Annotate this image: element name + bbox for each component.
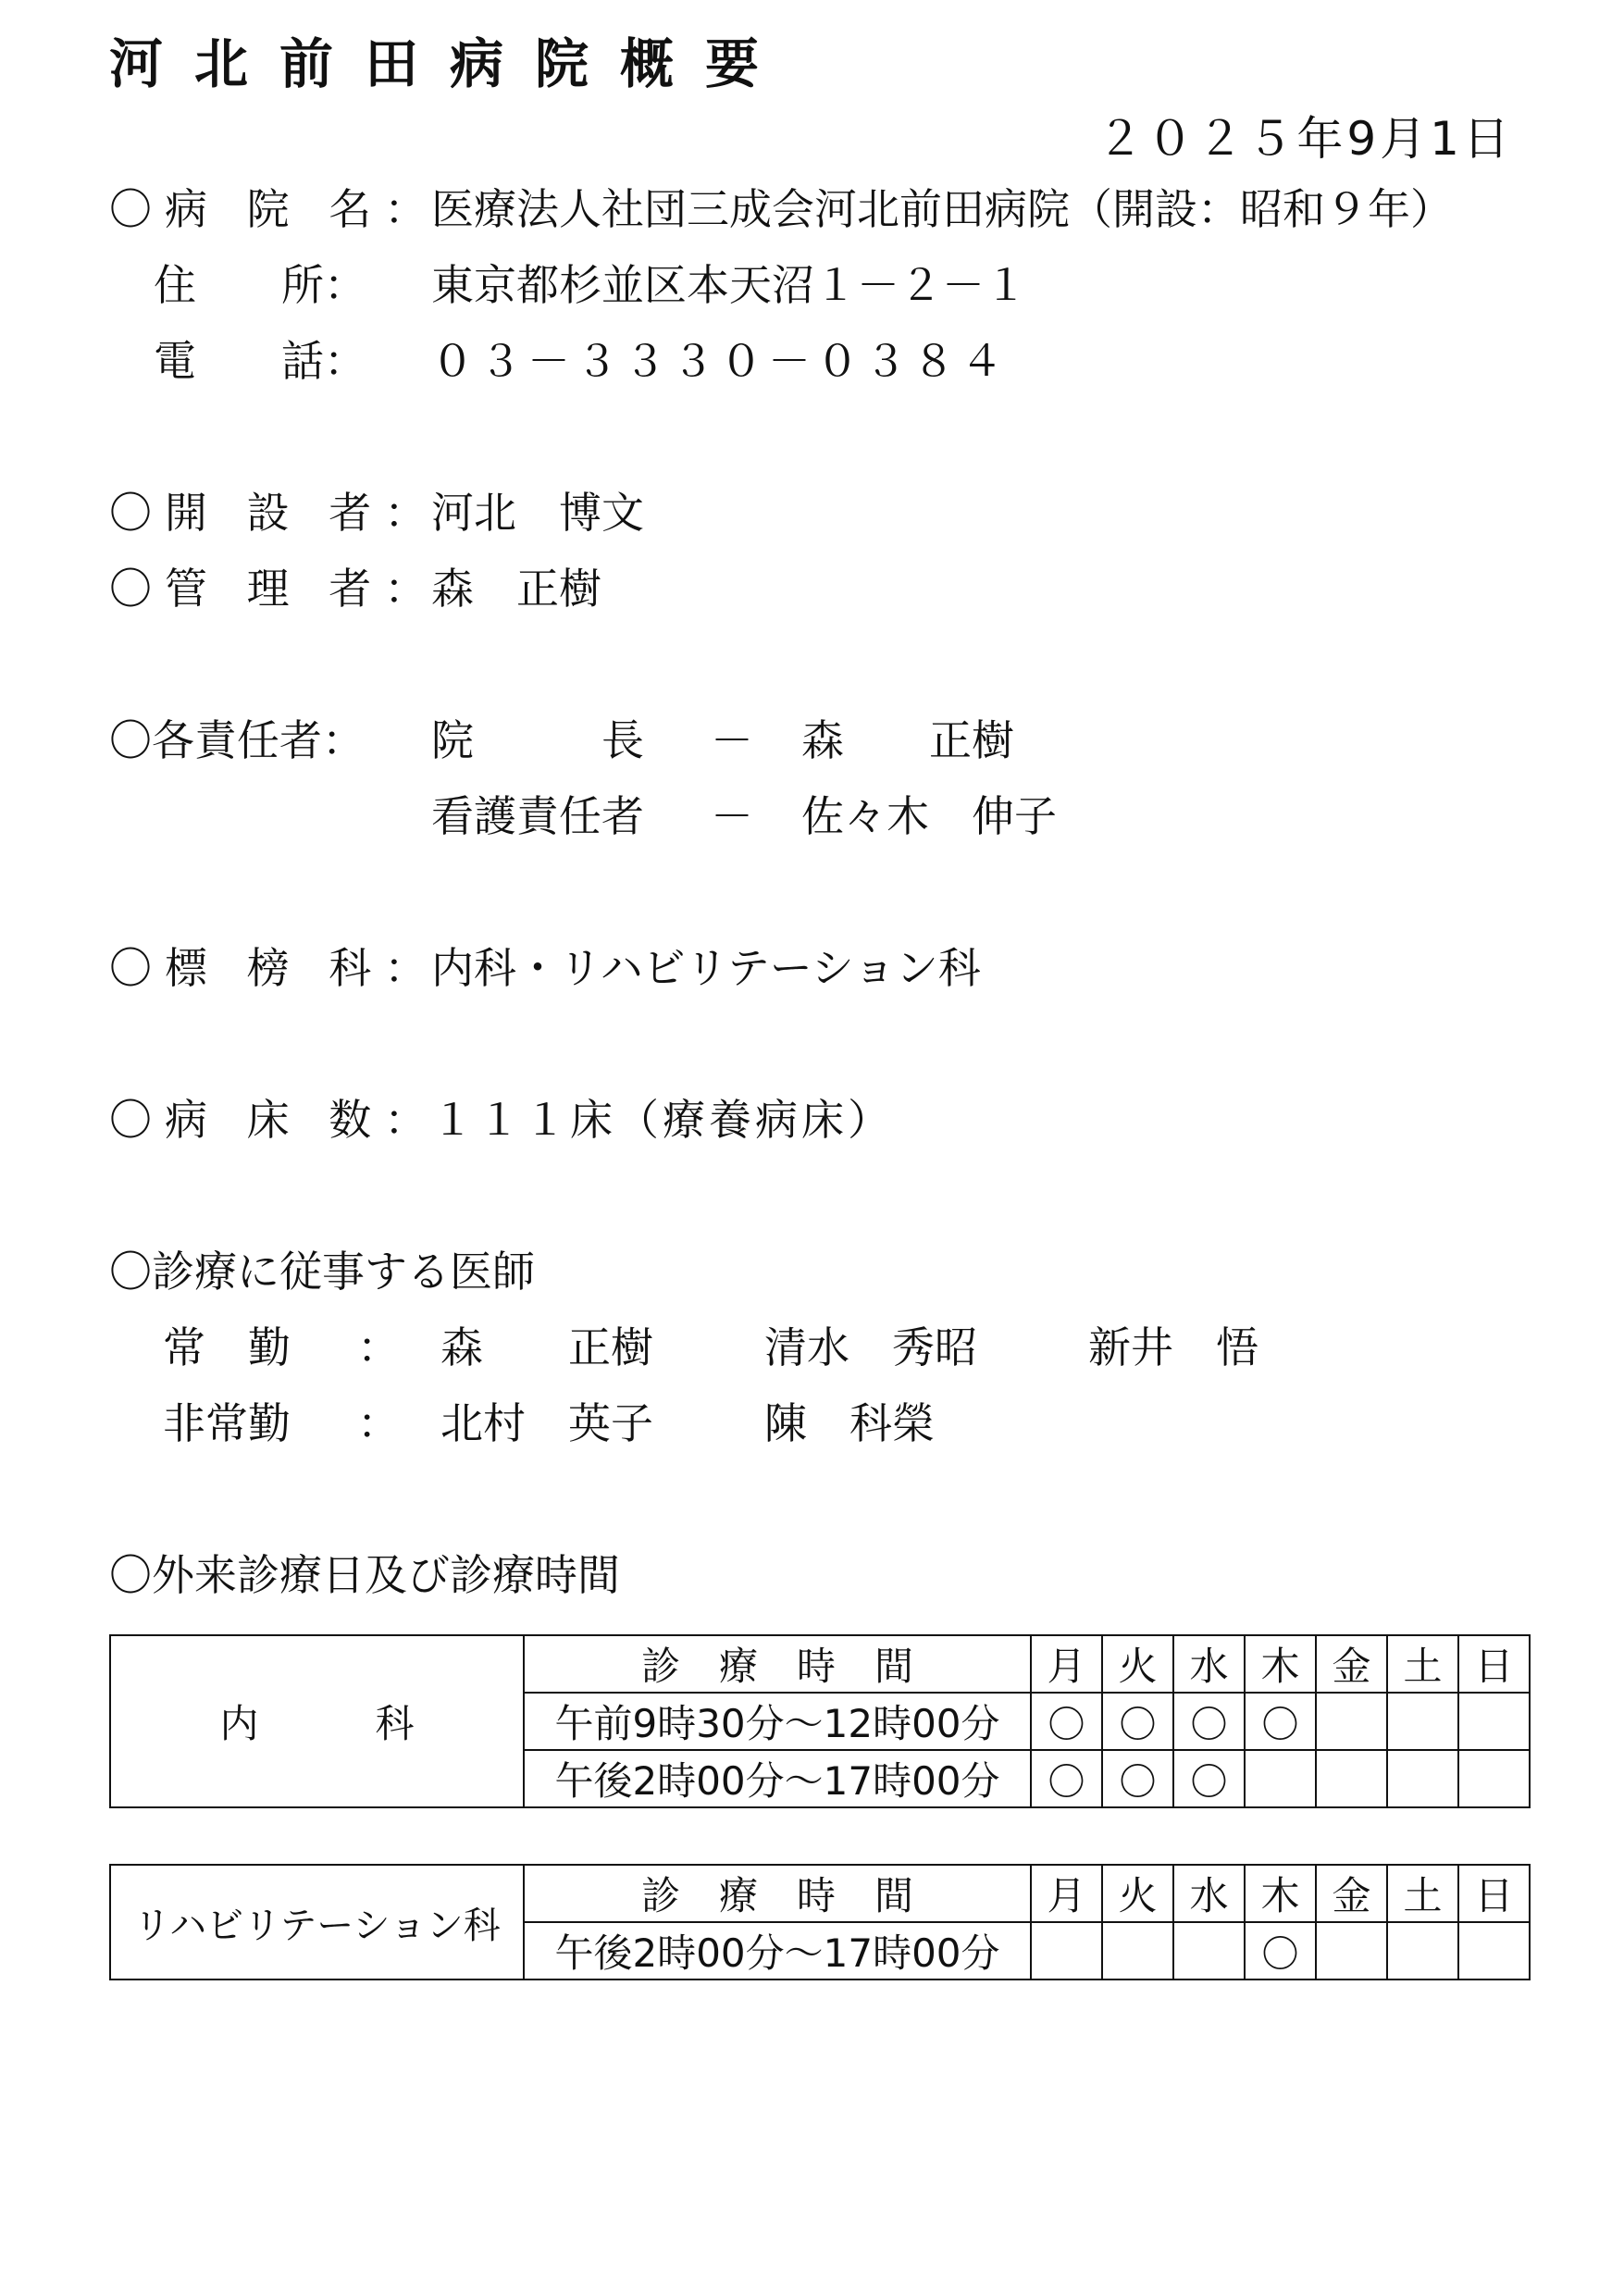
parttime-doctors-row bbox=[0, 1396, 1624, 1451]
day-header-mon: 月 bbox=[1031, 1635, 1102, 1693]
rehab-dept-cell: リハビリテーション科 bbox=[110, 1865, 524, 1980]
open-mark: 〇 bbox=[1261, 1932, 1299, 1976]
day-cell-sun bbox=[1458, 1750, 1530, 1807]
phone-row bbox=[0, 333, 1624, 389]
day-cell-thu bbox=[1245, 1922, 1316, 1980]
day-cell-thu bbox=[1245, 1693, 1316, 1750]
open-mark: 〇 bbox=[1190, 1703, 1228, 1746]
day-header-wed: 水 bbox=[1173, 1635, 1245, 1693]
day-cell-fri bbox=[1316, 1750, 1387, 1807]
doctors-heading: 〇診療に従事する医師 bbox=[109, 1247, 535, 1297]
day-cell-sat bbox=[1387, 1922, 1458, 1980]
day-header-fri: 金 bbox=[1316, 1635, 1387, 1693]
day-cell-mon bbox=[1031, 1750, 1102, 1807]
departments-value: 内科・リハビリテーション科 bbox=[431, 943, 981, 993]
phone-label: 電 話： bbox=[154, 336, 366, 386]
nursing-role: 看護責任者 bbox=[431, 791, 644, 841]
founder-row bbox=[0, 485, 1624, 540]
open-mark: 〇 bbox=[1261, 1703, 1299, 1746]
day-cell-wed bbox=[1173, 1693, 1245, 1750]
day-cell-sun bbox=[1458, 1922, 1530, 1980]
day-cell-mon bbox=[1031, 1922, 1102, 1980]
day-cell-sat bbox=[1387, 1750, 1458, 1807]
table-header-row bbox=[110, 1865, 1530, 1922]
day-header-fri: 金 bbox=[1316, 1865, 1387, 1922]
day-cell-fri bbox=[1316, 1922, 1387, 1980]
open-mark: 〇 bbox=[1119, 1703, 1157, 1746]
day-cell-sat bbox=[1387, 1693, 1458, 1750]
document-date: ２０２５年9月1日 bbox=[1097, 112, 1513, 166]
manager-row bbox=[0, 561, 1624, 616]
day-cell-mon bbox=[1031, 1693, 1102, 1750]
day-cell-tue bbox=[1102, 1693, 1173, 1750]
time-header: 診 療 時 間 bbox=[524, 1865, 1031, 1922]
director-name: 森 正樹 bbox=[801, 715, 1014, 765]
parttime-doctor-1: 北村 英子 bbox=[440, 1398, 653, 1448]
fulltime-doctor-3: 新井 悟 bbox=[1088, 1322, 1258, 1372]
day-header-tue: 火 bbox=[1102, 1865, 1173, 1922]
day-header-sat: 土 bbox=[1387, 1635, 1458, 1693]
responsible-row-2 bbox=[0, 788, 1624, 844]
manager-label: 〇管 理 者： bbox=[109, 564, 440, 614]
fulltime-doctors-row bbox=[0, 1320, 1624, 1375]
responsible-label: 〇各責任者： bbox=[109, 715, 365, 765]
schedule-heading: 〇外来診療日及び診療時間 bbox=[109, 1550, 620, 1600]
nursing-dash: － bbox=[711, 791, 753, 841]
day-cell-tue bbox=[1102, 1750, 1173, 1807]
fulltime-colon: ： bbox=[357, 1322, 400, 1372]
day-header-sat: 土 bbox=[1387, 1865, 1458, 1922]
nursing-name: 佐々木 伸子 bbox=[801, 791, 1057, 841]
parttime-colon: ： bbox=[357, 1398, 400, 1448]
address-row bbox=[0, 257, 1624, 313]
day-header-wed: 水 bbox=[1173, 1865, 1245, 1922]
open-mark: 〇 bbox=[1119, 1760, 1157, 1804]
director-dash: － bbox=[711, 715, 753, 765]
fulltime-doctor-1: 森 正樹 bbox=[440, 1322, 653, 1372]
director-role: 院 長 bbox=[431, 715, 644, 765]
day-cell-sun bbox=[1458, 1693, 1530, 1750]
internal-medicine-dept-cell: 内 科 bbox=[110, 1635, 524, 1807]
open-mark: 〇 bbox=[1190, 1760, 1228, 1804]
rehab-schedule-table bbox=[109, 1864, 1531, 1980]
day-cell-fri bbox=[1316, 1693, 1387, 1750]
table-header-row bbox=[110, 1635, 1530, 1693]
day-header-sun: 日 bbox=[1458, 1865, 1530, 1922]
day-cell-tue bbox=[1102, 1922, 1173, 1980]
day-header-thu: 木 bbox=[1245, 1865, 1316, 1922]
time-slot: 午前9時30分～12時00分 bbox=[524, 1693, 1031, 1750]
hospital-name-value: 医療法人社団三成会河北前田病院（開設：昭和９年） bbox=[431, 184, 1453, 234]
time-header: 診 療 時 間 bbox=[524, 1635, 1031, 1693]
beds-value: １１１床（療養病床） bbox=[431, 1095, 894, 1145]
internal-medicine-schedule-table bbox=[109, 1634, 1531, 1808]
day-cell-thu bbox=[1245, 1750, 1316, 1807]
beds-label: 〇病 床 数： bbox=[109, 1095, 440, 1145]
departments-row bbox=[0, 940, 1624, 996]
fulltime-label: 常 勤 bbox=[163, 1322, 291, 1372]
departments-label: 〇標 榜 科： bbox=[109, 943, 440, 993]
fulltime-doctor-2: 清水 秀昭 bbox=[764, 1322, 977, 1372]
address-label: 住 所： bbox=[154, 260, 366, 310]
parttime-doctor-2: 陳 科榮 bbox=[764, 1398, 935, 1448]
parttime-label: 非常勤 bbox=[163, 1398, 291, 1448]
day-header-thu: 木 bbox=[1245, 1635, 1316, 1693]
hospital-name-label: 〇病 院 名： bbox=[109, 184, 440, 234]
day-header-sun: 日 bbox=[1458, 1635, 1530, 1693]
open-mark: 〇 bbox=[1048, 1703, 1085, 1746]
page-title: 河北前田病院概要 bbox=[109, 32, 791, 95]
time-slot: 午後2時00分～17時00分 bbox=[524, 1750, 1031, 1807]
hospital-name-row bbox=[0, 181, 1624, 237]
day-cell-wed bbox=[1173, 1750, 1245, 1807]
founder-value: 河北 博文 bbox=[431, 488, 644, 538]
beds-row bbox=[0, 1092, 1624, 1148]
manager-value: 森 正樹 bbox=[431, 564, 601, 614]
day-header-tue: 火 bbox=[1102, 1635, 1173, 1693]
open-mark: 〇 bbox=[1048, 1760, 1085, 1804]
phone-value: ０３－３３３０－０３８４ bbox=[431, 336, 1009, 386]
time-slot: 午後2時00分～17時00分 bbox=[524, 1922, 1031, 1980]
day-cell-wed bbox=[1173, 1922, 1245, 1980]
founder-label: 〇開 設 者： bbox=[109, 488, 440, 538]
address-value: 東京都杉並区本天沼１－２－１ bbox=[431, 260, 1027, 310]
day-header-mon: 月 bbox=[1031, 1865, 1102, 1922]
responsible-row-1 bbox=[0, 713, 1624, 768]
